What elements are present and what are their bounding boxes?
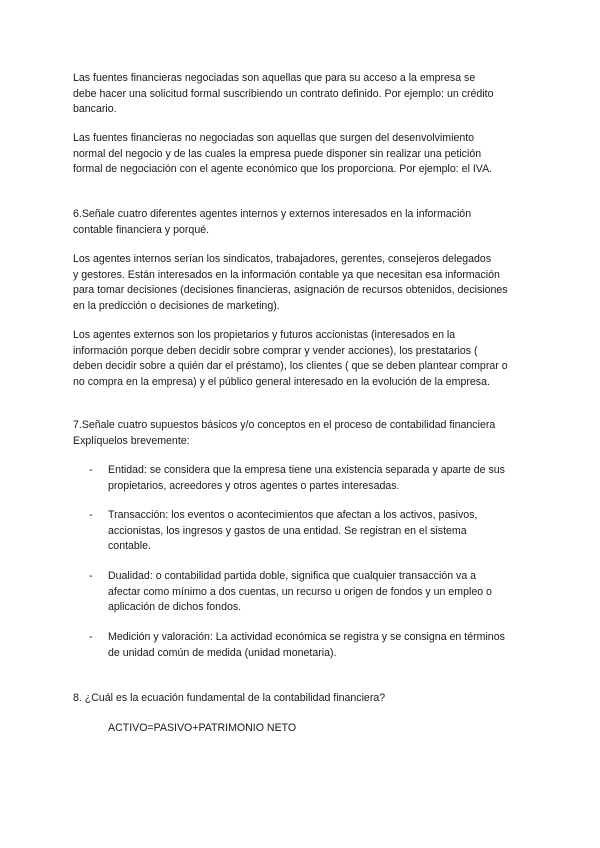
paragraph-negotiated-sources: Las fuentes financieras negociadas son aquellas que para su acceso a la empresa se debe hacer una solicitud formal suscribiendo un contrato definido. Por ejemplo: un crédito bancario. [73, 72, 494, 116]
list-bullet: - [89, 464, 93, 476]
list-item-text: Entidad: se considera que la empresa tiene una existencia separada y aparte de sus propietarios, acreedores y otros agentes o partes interesadas. [108, 464, 505, 492]
list-item-text: Transacción: los eventos o acontecimientos que afectan a los activos, pasivos, accionistas, los ingresos y gastos de una entidad. Se registran en el sistema contable. [108, 509, 478, 553]
fundamental-equation: ACTIVO=PASIVO+PATRIMONIO NETO [108, 722, 297, 734]
paragraph-external-agents: Los agentes externos son los propietarios y futuros accionistas (interesados en la información porque deben decidir sobre comprar y vender acciones), los prestatarios ( deben decidir sobre a quién dar el préstamo), los clientes ( que se deben plantear comprar o no compra en la empresa) y el público general interesado en la evolución de la empresa. [73, 329, 508, 388]
paragraph-non-negotiated-sources: Las fuentes financieras no negociadas son aquellas que surgen del desenvolvimiento normal del negocio y de las cuales la empresa puede disponer sin realizar una petición formal de negociación con el agente económico que los proporciona. Por ejemplo: el IVA. [73, 132, 493, 176]
list-item-text: Dualidad: o contabilidad partida doble, significa que cualquier transacción va a afectar como mínimo a dos cuentas, un recurso u origen de fondos y un empleo o aplicación de dichos fondos. [108, 570, 492, 614]
list-bullet: - [89, 509, 93, 521]
question-6: 6.Señale cuatro diferentes agentes internos y externos interesados en la información contable financiera y porqué. [73, 208, 472, 236]
paragraph-internal-agents: Los agentes internos serían los sindicatos, trabajadores, gerentes, consejeros delegados y gestores. Están interesados en la información contable ya que necesitan esa información para tomar decisiones (decisiones financieras, asignación de recursos obtenidos, decisiones en la predicción o decisiones de marketing). [73, 253, 508, 312]
list-item-text: Medición y valoración: La actividad económica se registra y se consigna en términos de unidad común de medida (unidad monetaria). [108, 631, 505, 659]
question-8: 8. ¿Cuál es la ecuación fundamental de la contabilidad financiera? [73, 692, 386, 704]
list-bullet: - [89, 631, 93, 643]
list-bullet: - [89, 570, 93, 582]
question-7: 7.Señale cuatro supuestos básicos y/o conceptos en el proceso de contabilidad financiera Explíquelos brevemente: [73, 419, 496, 447]
